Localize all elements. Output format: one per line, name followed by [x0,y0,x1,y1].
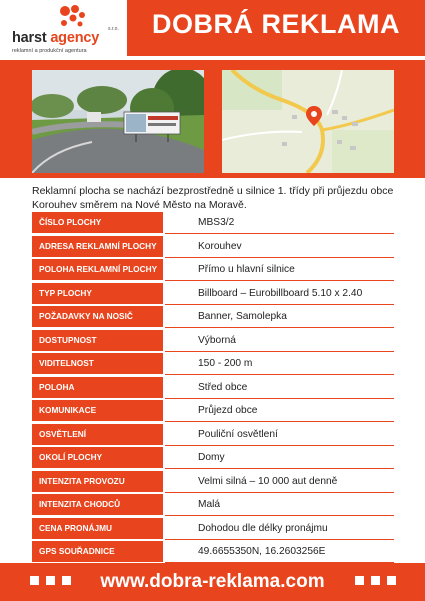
square-bullet-icon [371,576,380,585]
logo-word-agency: agency [50,30,100,46]
company-logo [12,4,122,56]
website-link[interactable]: www.dobra-reklama.com [100,571,325,592]
row-value: Korouhev [198,240,242,252]
row-value: Billboard – Eurobillboard 5.10 x 2.40 [198,287,363,299]
row-value: Dohodou dle délky pronájmu [198,522,328,534]
row-divider [165,398,394,399]
location-map [222,70,394,173]
row-key: GPS SOUŘADNICE [32,541,163,562]
row-divider [165,374,394,375]
table-row [32,283,394,306]
row-divider [165,421,394,422]
row-key: CENA PRONÁJMU [32,518,163,539]
row-divider [165,304,394,305]
table-row [32,306,394,329]
table-row [32,471,394,494]
logo-text [12,30,99,46]
row-value: Průjezd obce [198,405,258,416]
row-key: POLOHA [32,377,163,398]
row-value: MBS3/2 [198,217,235,228]
row-key: VIDITELNOST [32,353,163,374]
row-value: 150 - 200 m [198,358,253,369]
square-bullet-icon [355,576,364,585]
parameters-table [32,212,394,565]
row-key: INTENZITA CHODCŮ [32,494,163,515]
table-row [32,541,394,564]
row-value: Banner, Samolepka [198,311,287,322]
page-title: DOBRÁ REKLAMA [152,9,400,39]
row-value: Přímo u hlavní silnice [198,264,295,275]
footer-band [0,563,425,601]
table-row [32,494,394,517]
row-key: TYP PLOCHY [32,283,163,304]
row-key: ADRESA REKLAMNÍ PLOCHY [32,236,163,257]
row-key: ČÍSLO PLOCHY [32,212,163,233]
table-row [32,518,394,541]
logo-legal-suffix: s.r.o. [108,26,119,32]
table-row [32,353,394,376]
table-row [32,400,394,423]
table-row [32,377,394,400]
row-divider [165,351,394,352]
row-value: Pouliční osvětlení [198,428,278,440]
row-key: POLOHA REKLAMNÍ PLOCHY [32,259,163,280]
row-divider [165,280,394,281]
row-divider [165,327,394,328]
row-value: Velmi silná – 10 000 aut denně [198,475,338,487]
header [0,0,425,60]
table-row [32,259,394,282]
row-divider [165,468,394,469]
row-value: Výborná [198,334,236,346]
row-key: OSVĚTLENÍ [32,424,163,445]
row-value: 49.6655350N, 16.2603256E [198,546,326,557]
table-row [32,424,394,447]
row-key: OKOLÍ PLOCHY [32,447,163,468]
logo-tagline: reklamní a produkční agentura [12,48,87,54]
row-divider [165,492,394,493]
row-divider [165,257,394,258]
row-key: KOMUNIKACE [32,400,163,421]
billboard-photo [32,70,204,173]
description-text: Reklamní plocha se nachází bezprostředně u silnice 1. třídy při průjezdu obce Korouhev směrem na Nové Město na Moravě. [32,185,394,211]
square-bullet-icon [387,576,396,585]
title-banner [127,0,425,56]
row-value: Domy [198,452,225,463]
table-row [32,447,394,470]
row-key: DOSTUPNOST [32,330,163,351]
row-divider [165,515,394,516]
row-key: POŽADAVKY NA NOSIČ [32,306,163,327]
logo-dots-icon [56,4,86,30]
row-value: Malá [198,499,221,510]
table-row [32,236,394,259]
row-divider [165,233,394,234]
row-divider [165,539,394,540]
table-row [32,330,394,353]
row-value: Střed obce [198,381,248,393]
row-key: INTENZITA PROVOZU [32,471,163,492]
row-divider [165,445,394,446]
logo-word-harst: harst [12,30,47,46]
table-row [32,212,394,235]
